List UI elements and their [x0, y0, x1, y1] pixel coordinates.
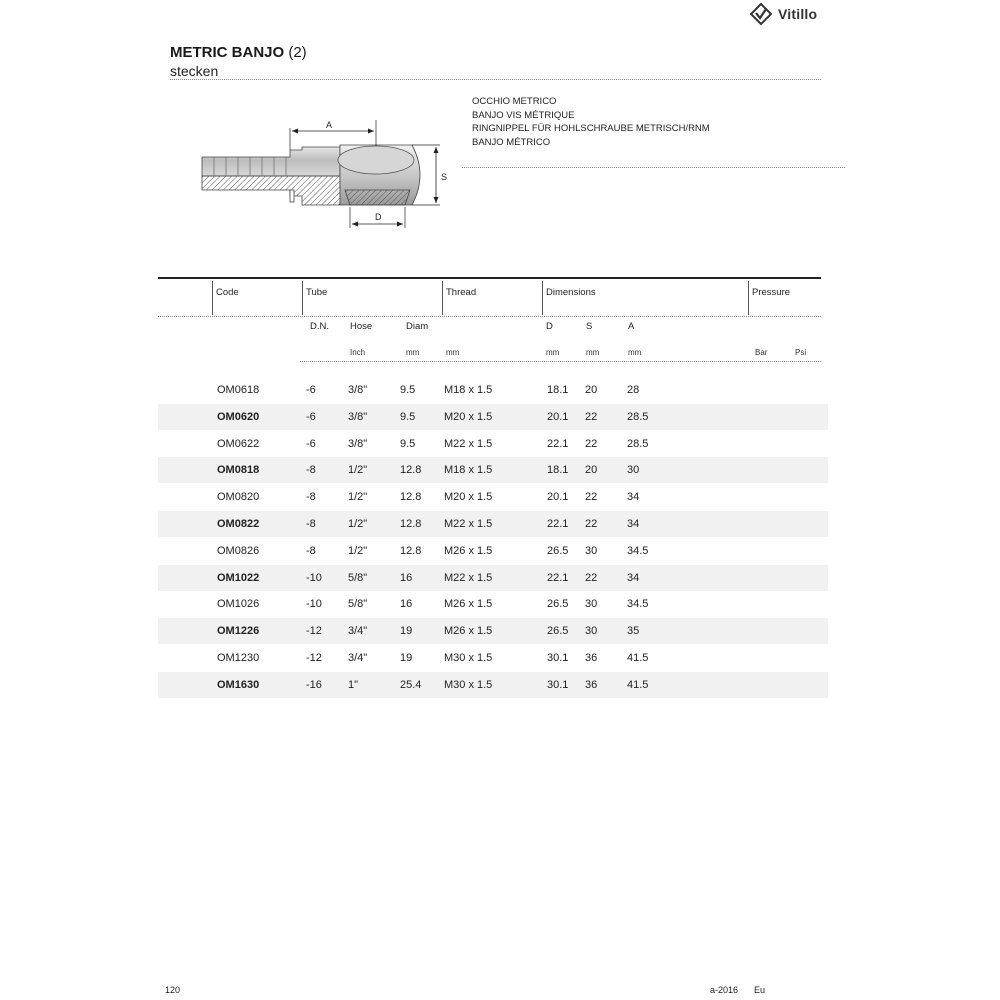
cell-hose: 3/8" [348, 437, 368, 450]
cell-diam: 9.5 [400, 437, 416, 450]
table-row [158, 565, 828, 591]
cell-s: 22 [585, 491, 598, 504]
cell-dn: -12 [306, 625, 322, 638]
cell-diam: 16 [400, 571, 413, 584]
cell-s: 30 [585, 544, 598, 557]
cell-code: OM0818 [217, 464, 260, 477]
cell-d: 26.5 [547, 598, 569, 611]
unit-psi: Psi [795, 348, 807, 357]
cell-thread: M22 x 1.5 [444, 437, 493, 450]
cell-s: 22 [585, 410, 598, 423]
cell-code: OM1230 [217, 652, 260, 664]
cell-hose: 1/2" [348, 518, 368, 530]
cell-code: OM0820 [217, 491, 260, 504]
cell-hose: 1/2" [348, 464, 368, 477]
cell-dn: -6 [306, 384, 316, 396]
subheader-s: S [586, 321, 593, 332]
description-es: BANJO MÉTRICO [472, 136, 551, 148]
banjo-fitting-drawing [195, 115, 455, 235]
table-row [158, 618, 828, 644]
header-code: Code [216, 287, 239, 298]
cell-dn: -8 [306, 464, 316, 477]
table-top-rule [158, 277, 821, 279]
cell-a: 41.5 [627, 652, 649, 664]
cell-d: 20.1 [547, 410, 569, 423]
cell-a: 28.5 [627, 410, 649, 423]
cell-thread: M18 x 1.5 [444, 384, 493, 396]
table-row [158, 457, 828, 483]
cell-code: OM1226 [217, 625, 260, 638]
cell-s: 30 [585, 598, 598, 611]
unit-d: mm [546, 348, 560, 357]
cell-hose: 3/4" [348, 625, 368, 638]
subheader-d: D [546, 321, 553, 332]
column-separator [748, 281, 749, 315]
cell-a: 34 [627, 491, 640, 504]
subheader-diam: Diam [406, 321, 429, 332]
column-separator [302, 281, 303, 315]
cell-dn: -6 [306, 410, 316, 423]
column-separator [542, 281, 543, 315]
cell-dn: -12 [306, 652, 322, 664]
header-dimensions: Dimensions [546, 287, 596, 298]
cell-dn: -16 [306, 678, 322, 691]
title-main: METRIC BANJO [170, 44, 285, 61]
cell-a: 34.5 [627, 544, 649, 557]
page-title [170, 44, 307, 61]
cell-dn: -8 [306, 544, 316, 557]
table-row [158, 511, 828, 537]
dim-a-label: A [326, 120, 333, 130]
cell-d: 30.1 [547, 678, 569, 691]
header-pressure: Pressure [752, 287, 791, 298]
cell-hose: 3/8" [348, 410, 368, 423]
unit-hose: Inch [350, 348, 366, 357]
cell-thread: M30 x 1.5 [444, 652, 493, 664]
cell-code: OM1026 [217, 598, 260, 611]
cell-s: 36 [585, 652, 598, 664]
subheader-dn: D.N. [310, 321, 329, 332]
title-divider [170, 79, 821, 80]
cell-d: 26.5 [547, 544, 569, 557]
cell-thread: M26 x 1.5 [444, 625, 493, 638]
cell-s: 20 [585, 464, 598, 477]
cell-code: OM0826 [217, 544, 260, 557]
cell-diam: 9.5 [400, 410, 416, 423]
subheader-hose: Hose [350, 321, 373, 332]
cell-thread: M18 x 1.5 [444, 464, 493, 477]
cell-a: 28.5 [627, 437, 649, 450]
edition: a-2016 [710, 985, 739, 995]
cell-dn: -10 [306, 571, 322, 584]
dim-d-label: D [375, 212, 382, 222]
cell-d: 22.1 [547, 437, 569, 450]
page-number: 120 [165, 985, 181, 995]
table-row [158, 538, 828, 564]
cell-d: 22.1 [547, 518, 569, 530]
cell-diam: 12.8 [400, 491, 422, 504]
table-row [158, 377, 828, 403]
cell-diam: 16 [400, 598, 413, 611]
unit-thread: mm [446, 348, 460, 357]
cell-thread: M20 x 1.5 [444, 491, 493, 504]
cell-d: 18.1 [547, 384, 569, 396]
cell-a: 35 [627, 625, 640, 638]
cell-hose: 1/2" [348, 544, 368, 557]
cell-thread: M20 x 1.5 [444, 410, 493, 423]
table-row [158, 645, 828, 671]
cell-d: 30.1 [547, 652, 569, 664]
cell-s: 22 [585, 571, 598, 584]
cell-hose: 5/8" [348, 571, 368, 584]
subheader-a: A [628, 321, 635, 332]
cell-code: OM1630 [217, 678, 260, 691]
description-divider [462, 167, 845, 168]
cell-d: 22.1 [547, 571, 569, 584]
cell-code: OM0822 [217, 518, 260, 530]
cell-hose: 3/4" [348, 652, 368, 664]
cell-s: 30 [585, 625, 598, 638]
cell-diam: 25.4 [400, 678, 422, 691]
cell-dn: -8 [306, 491, 316, 504]
cell-hose: 1/2" [348, 491, 368, 504]
cell-d: 18.1 [547, 464, 569, 477]
table-row [158, 404, 828, 430]
cell-hose: 3/8" [348, 384, 368, 396]
description-fr: BANJO VIS MÉTRIQUE [472, 109, 575, 121]
cell-diam: 12.8 [400, 464, 422, 477]
cell-s: 36 [585, 678, 598, 691]
title-suffix: (2) [288, 44, 307, 61]
cell-thread: M22 x 1.5 [444, 571, 493, 584]
unit-s: mm [586, 348, 600, 357]
cell-thread: M22 x 1.5 [444, 518, 493, 530]
description-it: OCCHIO METRICO [472, 96, 557, 107]
header-tube: Tube [306, 287, 328, 298]
cell-a: 30 [627, 464, 640, 477]
cell-s: 22 [585, 518, 598, 530]
cell-code: OM0622 [217, 437, 260, 450]
description-de: RINGNIPPEL FÜR HOHLSCHRAUBE METRISCH/RNM [472, 123, 710, 134]
dim-s-label: S [441, 172, 448, 182]
cell-hose: 1" [348, 678, 359, 691]
cell-diam: 9.5 [400, 384, 416, 396]
header-thread: Thread [446, 287, 477, 298]
cell-dn: -8 [306, 518, 316, 530]
cell-thread: M26 x 1.5 [444, 598, 493, 611]
header-divider [158, 316, 821, 317]
cell-hose: 5/8" [348, 598, 368, 611]
unit-a: mm [628, 348, 642, 357]
unit-divider [300, 361, 821, 362]
cell-thread: M26 x 1.5 [444, 544, 493, 557]
cell-dn: -6 [306, 437, 316, 450]
cell-d: 20.1 [547, 491, 569, 504]
cell-a: 34 [627, 571, 640, 584]
cell-diam: 12.8 [400, 518, 422, 530]
table-row [158, 591, 828, 617]
column-separator [212, 281, 213, 315]
table-row [158, 484, 828, 510]
cell-d: 26.5 [547, 625, 569, 638]
table-row [158, 672, 828, 698]
page-subtitle: stecken [170, 63, 219, 79]
cell-diam: 12.8 [400, 544, 422, 557]
cell-code: OM0618 [217, 384, 260, 396]
cell-code: OM0620 [217, 410, 260, 423]
cell-code: OM1022 [217, 571, 260, 584]
unit-bar: Bar [755, 348, 768, 357]
cell-a: 34 [627, 518, 640, 530]
region: Eu [754, 985, 766, 995]
column-separator [442, 281, 443, 315]
table-row [158, 431, 828, 457]
vitillo-logo-icon [750, 3, 772, 25]
unit-diam: mm [406, 348, 420, 357]
brand-logo [750, 2, 817, 26]
cell-a: 41.5 [627, 678, 649, 691]
cell-diam: 19 [400, 652, 413, 664]
cell-a: 28 [627, 384, 640, 396]
cell-s: 20 [585, 384, 598, 396]
brand-name: Vitillo [778, 6, 818, 22]
cell-a: 34.5 [627, 598, 649, 611]
cell-diam: 19 [400, 625, 413, 638]
description-block [472, 95, 710, 149]
cell-dn: -10 [306, 598, 322, 611]
cell-thread: M30 x 1.5 [444, 678, 493, 691]
cell-s: 22 [585, 437, 598, 450]
